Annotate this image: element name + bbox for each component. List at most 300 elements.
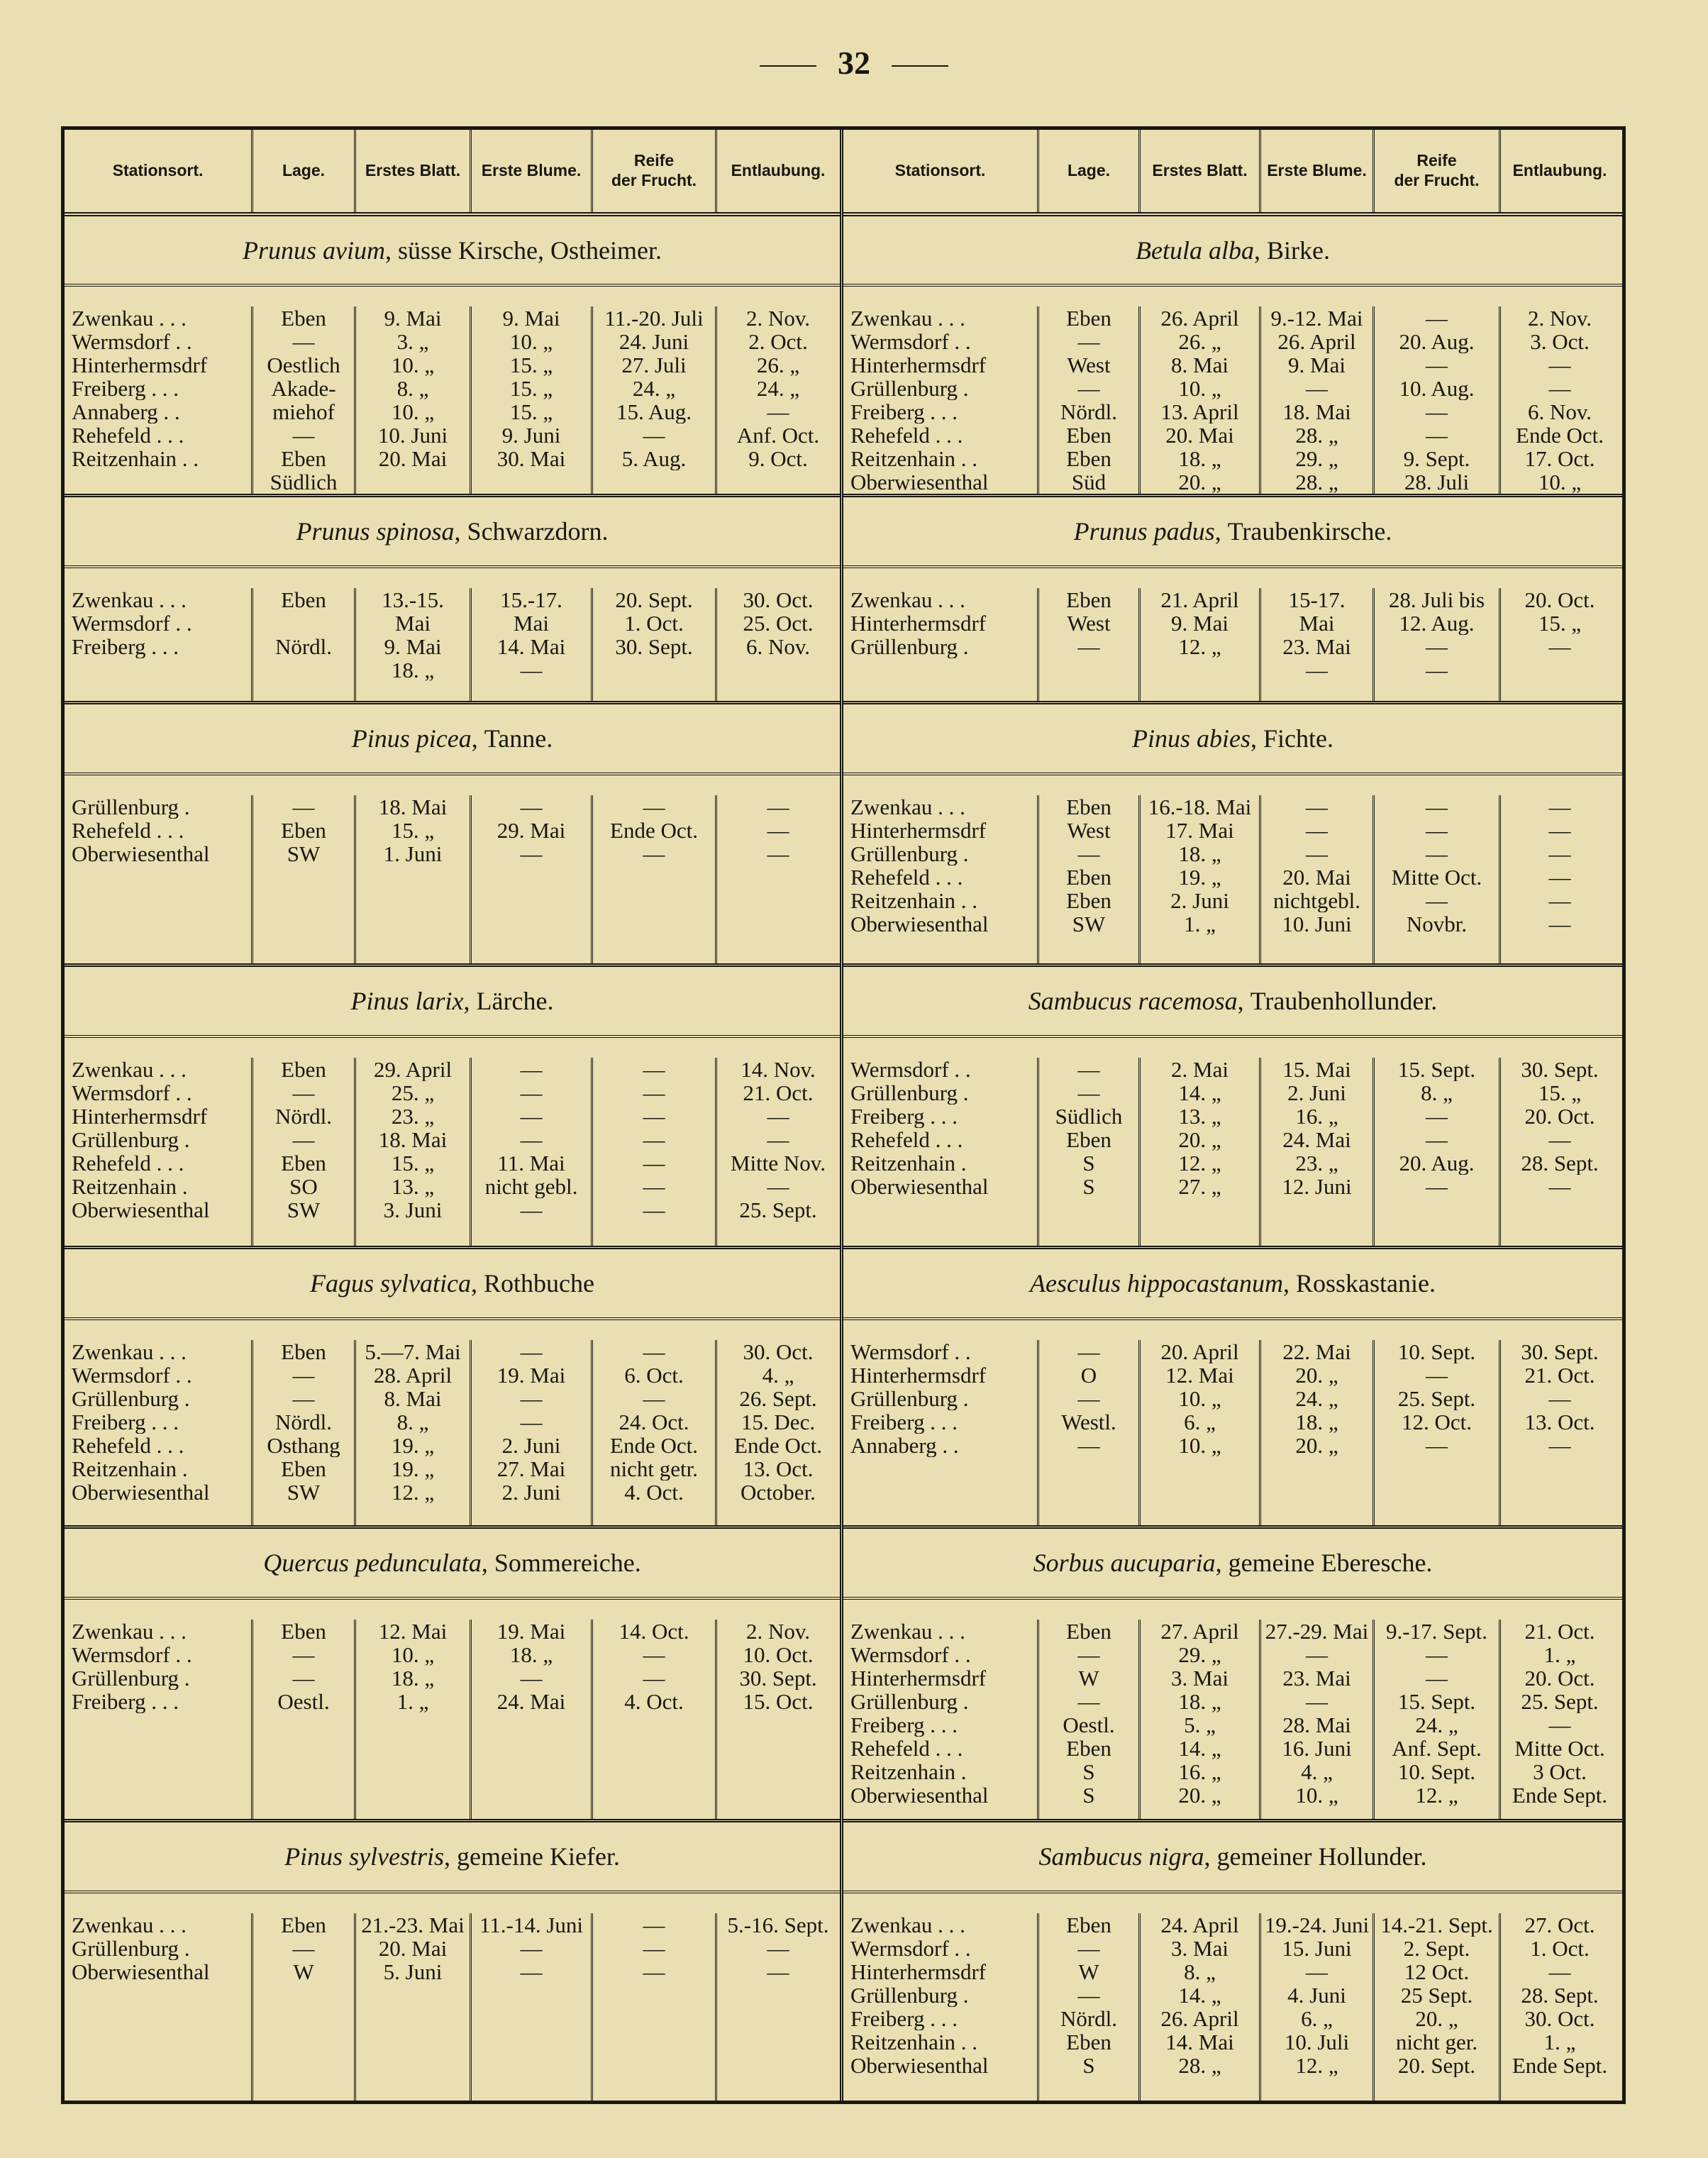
- cell-lage: Oestl.: [277, 1690, 330, 1713]
- cell-entlaubung: 10. „: [1538, 470, 1582, 494]
- cell-lage: Südlich: [270, 470, 338, 494]
- cell-lage: W: [1078, 1960, 1099, 1983]
- cell-erste-blume: 16. Juni: [1282, 1737, 1352, 1760]
- cell-erste-blume: —: [520, 795, 543, 819]
- cell-station: Rehefeld . . .: [72, 1434, 184, 1457]
- header-erste-blume: Erste Blume.: [1259, 130, 1372, 212]
- cell-erstes-blatt: 1. „: [1184, 912, 1216, 936]
- cell-erstes-blatt: 19. „: [391, 1457, 435, 1481]
- cell-reife: 27. Juli: [621, 353, 687, 377]
- cell-lage: Nördl.: [274, 1410, 333, 1434]
- cell-lage: Eben: [1066, 306, 1111, 330]
- column-erste-blume: [470, 1913, 591, 2101]
- cell-station: Hinterhermsdrf: [850, 612, 987, 635]
- cell-station: Freiberg . . .: [72, 1690, 179, 1713]
- cell-erstes-blatt: 13. „: [391, 1175, 435, 1198]
- cell-entlaubung: 21. Oct.: [1524, 1620, 1595, 1643]
- cell-erste-blume: 19. Mai: [497, 1363, 566, 1387]
- cell-erstes-blatt: 13.-15. Mai: [382, 588, 444, 635]
- species-title: [843, 967, 1622, 1038]
- cell-erste-blume: 9. Mai: [502, 306, 560, 330]
- cell-erstes-blatt: 12. Mai: [1165, 1363, 1234, 1387]
- species-common-name: gemeine Eberesche.: [1228, 1549, 1433, 1577]
- cell-erstes-blatt: 8. „: [396, 1410, 429, 1434]
- cell-erstes-blatt: 10. „: [1178, 1387, 1221, 1410]
- cell-reife: —: [1426, 1128, 1448, 1151]
- cell-erste-blume: 9.-12. Mai: [1270, 306, 1363, 330]
- cell-reife: —: [643, 1913, 665, 1937]
- cell-lage: —: [1077, 377, 1100, 400]
- cell-reife: 20. „: [1415, 2007, 1458, 2030]
- cell-erstes-blatt: 5. „: [1184, 1713, 1216, 1737]
- cell-entlaubung: Ende Sept.: [1512, 1783, 1608, 1807]
- cell-reife: 10. Sept.: [1397, 1340, 1476, 1363]
- cell-erste-blume: —: [1306, 1643, 1328, 1666]
- cell-erste-blume: 11. Mai: [497, 1151, 565, 1175]
- cell-station: Freiberg . . .: [72, 377, 179, 400]
- cell-lage: Eben: [281, 819, 326, 842]
- cell-entlaubung: 14. Nov.: [741, 1058, 816, 1081]
- cell-reife: 20. Aug.: [1399, 330, 1475, 353]
- cell-lage: SW: [287, 1481, 321, 1504]
- cell-reife: 28. Juli: [1404, 470, 1470, 494]
- cell-erstes-blatt: 6. „: [1184, 1410, 1216, 1434]
- cell-lage: Eben: [281, 588, 326, 612]
- cell-lage: —: [292, 424, 315, 447]
- species-common-name: süsse Kirsche, Ostheimer.: [398, 236, 662, 265]
- cell-reife: 6. Oct.: [624, 1363, 684, 1387]
- cell-lage: Eben: [281, 1340, 326, 1363]
- cell-station: Rehefeld . . .: [72, 424, 184, 447]
- column-reife: [591, 795, 715, 963]
- cell-station: Oberwiesenthal: [72, 842, 210, 865]
- column-erstes-blatt: [354, 588, 470, 701]
- cell-erste-blume: 28. Mai: [1282, 1713, 1351, 1737]
- cell-lage: Nördl.: [1060, 400, 1118, 424]
- cell-station: Zwenkau . . .: [72, 1058, 187, 1081]
- cell-reife: 9. Sept.: [1403, 447, 1470, 470]
- cell-lage: W: [293, 1960, 314, 1983]
- cell-lage: —: [1077, 1058, 1100, 1081]
- cell-reife: —: [1426, 1434, 1448, 1457]
- cell-erste-blume: 4. „: [1301, 1760, 1333, 1783]
- cell-lage: Oestl.: [1063, 1713, 1115, 1737]
- cell-reife: Novbr.: [1406, 912, 1468, 936]
- species-data: [843, 1320, 1622, 1525]
- cell-entlaubung: —: [1548, 635, 1571, 658]
- species-title: [65, 216, 840, 287]
- cell-station: Oberwiesenthal: [850, 912, 989, 936]
- cell-erstes-blatt: 20. Mai: [1165, 424, 1234, 447]
- cell-entlaubung: —: [1548, 1713, 1571, 1737]
- cell-lage: Südlich: [1055, 1105, 1123, 1128]
- column-station: [843, 795, 1037, 963]
- cell-erstes-blatt: 18. „: [1178, 842, 1221, 865]
- cell-lage: Westl.: [1061, 1410, 1116, 1434]
- right-header-row: [843, 130, 1622, 216]
- cell-entlaubung: 26. „: [756, 353, 800, 377]
- cell-station: Grüllenburg .: [72, 1387, 190, 1410]
- species-latin-name: Aesculus hippocastanum: [1030, 1269, 1283, 1297]
- cell-lage: West: [1067, 819, 1111, 842]
- cell-erstes-blatt: 1. „: [396, 1690, 429, 1713]
- cell-entlaubung: 30. Oct.: [1524, 2007, 1595, 2030]
- species-title: [843, 1249, 1622, 1320]
- cell-station: Freiberg . . .: [850, 400, 958, 424]
- cell-reife: 28. Juli bis 12. Aug.: [1388, 588, 1485, 635]
- cell-station: Reitzenhain . .: [72, 447, 199, 470]
- species-data: [843, 775, 1622, 963]
- cell-lage: Eben: [1066, 1913, 1111, 1937]
- species-block: [843, 497, 1622, 704]
- cell-erstes-blatt: 28. April: [373, 1363, 453, 1387]
- cell-erstes-blatt: 15. „: [391, 819, 435, 842]
- species-common-name: Lärche.: [476, 987, 554, 1015]
- cell-station: Zwenkau . . .: [72, 1340, 187, 1363]
- cell-reife: Mitte Oct.: [1391, 865, 1482, 889]
- header-reife: Reife der Frucht.: [1372, 130, 1499, 212]
- cell-erste-blume: 23. Mai: [1282, 635, 1351, 658]
- cell-station: Oberwiesenthal: [850, 1175, 989, 1198]
- cell-erste-blume: 15.-17. Mai: [500, 588, 562, 635]
- cell-entlaubung: —: [767, 400, 789, 424]
- cell-erstes-blatt: 19. „: [391, 1434, 435, 1457]
- column-station: [843, 1340, 1037, 1525]
- cell-station: Grüllenburg .: [72, 795, 190, 819]
- cell-reife: 10. Sept.: [1397, 1760, 1476, 1783]
- species-title: [843, 1822, 1622, 1893]
- species-latin-name: Sambucus nigra: [1038, 1842, 1204, 1871]
- column-lage: [251, 1340, 354, 1525]
- cell-reife: —: [1426, 635, 1448, 658]
- cell-entlaubung: —: [767, 1105, 789, 1128]
- cell-lage: Eben: [281, 1620, 326, 1643]
- species-latin-name: Sambucus racemosa: [1028, 987, 1238, 1015]
- cell-erstes-blatt: 2. Mai: [1171, 1058, 1229, 1081]
- cell-erste-blume: 11.-14. Juni: [479, 1913, 584, 1937]
- column-entlaubung: [715, 795, 839, 963]
- cell-erste-blume: 24. Mai: [497, 1690, 566, 1713]
- cell-erste-blume: —: [520, 1937, 543, 1960]
- cell-erstes-blatt: 29. „: [1178, 1643, 1221, 1666]
- cell-erstes-blatt: 10. Juni: [377, 424, 448, 447]
- species-common-name: Rothbuche: [483, 1269, 594, 1297]
- cell-reife: 20. Aug.: [1399, 1151, 1475, 1175]
- cell-erstes-blatt: 9. Mai: [384, 306, 442, 330]
- cell-entlaubung: 15. „: [1538, 1081, 1582, 1105]
- cell-station: Freiberg . . .: [850, 1713, 958, 1737]
- cell-reife: —: [643, 1175, 665, 1198]
- cell-erste-blume: —: [520, 658, 543, 682]
- cell-station: Reitzenhain . .: [850, 2030, 978, 2054]
- species-common-name: Sommereiche.: [494, 1549, 641, 1577]
- cell-station: Freiberg . . .: [850, 1105, 958, 1128]
- cell-lage: West: [1067, 353, 1111, 377]
- cell-reife: 25 Sept.: [1400, 1983, 1473, 2007]
- cell-erste-blume: —: [520, 1198, 543, 1222]
- cell-station: Zwenkau . . .: [850, 1913, 965, 1937]
- column-station: [65, 1340, 251, 1525]
- cell-station: Wermsdorf . .: [72, 1643, 192, 1666]
- cell-erste-blume: 29. „: [1295, 447, 1338, 470]
- cell-reife: —: [643, 842, 665, 865]
- cell-reife: 14. Oct.: [619, 1620, 689, 1643]
- cell-erste-blume: 2. Juni: [1287, 1081, 1346, 1105]
- species-separator: ,: [470, 1269, 484, 1297]
- cell-lage: —: [1077, 1643, 1100, 1666]
- column-reife: [1372, 306, 1499, 494]
- cell-erste-blume: 20. „: [1295, 1434, 1338, 1457]
- cell-station: Wermsdorf . .: [850, 1937, 971, 1960]
- column-reife: [591, 588, 715, 701]
- species-block: [65, 1529, 840, 1822]
- cell-reife: —: [643, 1666, 665, 1690]
- cell-station: Grüllenburg .: [850, 1081, 969, 1105]
- column-erstes-blatt: [1138, 306, 1259, 494]
- cell-entlaubung: 2. Oct.: [748, 330, 808, 353]
- cell-reife: —: [1426, 889, 1448, 912]
- species-separator: ,: [444, 1842, 458, 1871]
- cell-station: Rehefeld . . .: [850, 1737, 963, 1760]
- cell-entlaubung: —: [1548, 1960, 1571, 1983]
- cell-lage: —: [292, 1643, 315, 1666]
- species-title: [65, 1529, 840, 1600]
- column-lage: [1037, 1913, 1138, 2101]
- cell-erstes-blatt: 3. Mai: [1171, 1666, 1229, 1690]
- cell-erstes-blatt: 8. Mai: [384, 1387, 442, 1410]
- species-title: [843, 497, 1622, 568]
- column-entlaubung: [715, 306, 839, 494]
- cell-reife: —: [1426, 1363, 1448, 1387]
- column-erste-blume: [470, 588, 591, 701]
- cell-entlaubung: Mitte Nov.: [730, 1151, 826, 1175]
- column-entlaubung: [715, 1058, 839, 1246]
- cell-station: Grüllenburg .: [850, 1387, 969, 1410]
- cell-entlaubung: 25. Oct.: [743, 612, 814, 635]
- cell-erste-blume: 19. Mai: [497, 1620, 566, 1643]
- cell-station: Rehefeld . . .: [850, 1128, 963, 1151]
- column-erstes-blatt: [1138, 588, 1259, 701]
- cell-station: Freiberg . . .: [850, 2007, 958, 2030]
- cell-erste-blume: 14. Mai: [497, 635, 566, 658]
- species-latin-name: Sorbus aucuparia: [1033, 1549, 1216, 1577]
- cell-reife: 11.-20. Juli: [604, 306, 704, 330]
- header-lage: Lage.: [251, 130, 354, 212]
- cell-erste-blume: 20. Mai: [1282, 865, 1351, 889]
- cell-reife: 20. Sept.: [615, 588, 693, 612]
- cell-erstes-blatt: 25. „: [391, 1081, 435, 1105]
- cell-entlaubung: —: [1548, 842, 1571, 865]
- cell-entlaubung: 10. Oct.: [743, 1643, 814, 1666]
- cell-station: Reitzenhain . .: [850, 447, 978, 470]
- cell-lage: Eben: [1066, 588, 1111, 612]
- cell-entlaubung: 3. Oct.: [1530, 330, 1590, 353]
- column-erstes-blatt: [354, 1620, 470, 1819]
- column-erste-blume: [1259, 1913, 1372, 2101]
- species-block: [65, 1822, 840, 2101]
- cell-erstes-blatt: 20. April: [1160, 1340, 1239, 1363]
- cell-erste-blume: 6. „: [1301, 2007, 1333, 2030]
- cell-reife: 25. Sept.: [1397, 1387, 1476, 1410]
- cell-entlaubung: —: [1548, 1434, 1571, 1457]
- cell-lage: Akade- miehof: [271, 377, 336, 424]
- cell-erstes-blatt: 20. Mai: [378, 447, 448, 470]
- column-entlaubung: [1499, 306, 1619, 494]
- cell-erste-blume: 30. Mai: [497, 447, 566, 470]
- column-station: [65, 1913, 251, 2101]
- species-block: [843, 1822, 1622, 2101]
- cell-lage: West: [1067, 612, 1111, 635]
- column-station: [65, 1620, 251, 1819]
- cell-station: Annaberg . .: [850, 1434, 959, 1457]
- cell-reife: 24. „: [1415, 1713, 1458, 1737]
- species-separator: ,: [471, 724, 484, 753]
- cell-entlaubung: Mitte Oct.: [1514, 1737, 1605, 1760]
- cell-station: Rehefeld . . .: [850, 865, 963, 889]
- cell-station: Zwenkau . . .: [850, 306, 965, 330]
- cell-station: Rehefeld . . .: [72, 1151, 184, 1175]
- cell-reife: —: [1426, 842, 1448, 865]
- column-lage: [251, 1913, 354, 2101]
- cell-lage: —: [1077, 635, 1100, 658]
- column-reife: [591, 1340, 715, 1525]
- species-data: [843, 287, 1622, 494]
- column-reife: [591, 1913, 715, 2101]
- cell-erstes-blatt: 19. „: [1178, 865, 1221, 889]
- column-station: [843, 306, 1037, 494]
- cell-entlaubung: —: [767, 795, 789, 819]
- column-entlaubung: [715, 1340, 839, 1525]
- cell-erste-blume: —: [1306, 377, 1328, 400]
- cell-lage: —: [1077, 1983, 1100, 2007]
- cell-entlaubung: 21. Oct.: [743, 1081, 814, 1105]
- cell-erste-blume: 27. Mai: [497, 1457, 566, 1481]
- cell-station: Reitzenhain .: [72, 1175, 188, 1198]
- species-data: [65, 1600, 840, 1819]
- cell-lage: —: [292, 1666, 315, 1690]
- header-lage: Lage.: [1037, 130, 1138, 212]
- cell-station: Grüllenburg .: [72, 1128, 190, 1151]
- cell-erste-blume: 2. Juni: [501, 1434, 561, 1457]
- column-erstes-blatt: [354, 306, 470, 494]
- cell-erstes-blatt: 18. Mai: [378, 1128, 448, 1151]
- species-separator: ,: [1215, 1549, 1229, 1577]
- cell-reife: 24. Juni: [619, 330, 689, 353]
- cell-erstes-blatt: 10. „: [391, 400, 435, 424]
- column-lage: [1037, 1620, 1138, 1819]
- species-data: [843, 1038, 1622, 1246]
- cell-entlaubung: October.: [741, 1481, 816, 1504]
- species-block: [65, 1249, 840, 1529]
- cell-lage: SO: [289, 1175, 318, 1198]
- cell-entlaubung: 2. Nov.: [745, 1620, 811, 1643]
- cell-erste-blume: 15. „: [509, 353, 553, 377]
- column-erstes-blatt: [354, 1340, 470, 1525]
- cell-reife: —: [643, 1151, 665, 1175]
- cell-reife: 8. „: [1421, 1081, 1453, 1105]
- left-header-row: [65, 130, 840, 216]
- cell-erste-blume: —: [520, 1105, 543, 1128]
- cell-entlaubung: 30. Sept.: [1521, 1340, 1599, 1363]
- cell-station: Wermsdorf . .: [850, 330, 971, 353]
- header-reife: Reife der Frucht.: [591, 130, 715, 212]
- cell-entlaubung: —: [1548, 377, 1571, 400]
- column-erstes-blatt: [354, 1913, 470, 2101]
- cell-erstes-blatt: 1. Juni: [383, 842, 443, 865]
- species-title: [65, 497, 840, 568]
- column-entlaubung: [1499, 588, 1619, 701]
- species-data: [843, 568, 1622, 701]
- column-station: [65, 1058, 251, 1246]
- species-data: [65, 568, 840, 701]
- cell-entlaubung: 30. Oct.: [743, 1340, 814, 1363]
- cell-reife: 12. „: [1415, 1783, 1458, 1807]
- cell-entlaubung: 5.-16. Sept.: [727, 1913, 829, 1937]
- cell-lage: O: [1080, 1363, 1097, 1387]
- species-latin-name: Prunus padus: [1073, 517, 1215, 546]
- cell-lage: Osthang: [267, 1434, 340, 1457]
- column-erstes-blatt: [1138, 795, 1259, 963]
- cell-station: Wermsdorf . .: [850, 1340, 971, 1363]
- cell-lage: Eben: [281, 1151, 326, 1175]
- cell-entlaubung: 3 Oct.: [1533, 1760, 1587, 1783]
- cell-station: Hinterhermsdrf: [72, 353, 208, 377]
- cell-reife: 12. Oct.: [1401, 1410, 1472, 1434]
- cell-reife: —: [1426, 795, 1448, 819]
- cell-reife: Ende Oct.: [610, 1434, 698, 1457]
- cell-reife: 30. Sept.: [615, 635, 693, 658]
- cell-entlaubung: 20. Oct.: [1524, 1666, 1595, 1690]
- cell-lage: Eben: [1066, 1737, 1111, 1760]
- column-station: [65, 588, 251, 701]
- cell-erste-blume: 10. Juni: [1282, 912, 1352, 936]
- cell-erste-blume: nichtgebl.: [1272, 889, 1361, 912]
- species-data: [65, 1893, 840, 2101]
- cell-entlaubung: —: [1548, 795, 1571, 819]
- cell-station: Reitzenhain . .: [850, 889, 978, 912]
- cell-erstes-blatt: 18. „: [391, 658, 435, 682]
- cell-entlaubung: —: [1548, 865, 1571, 889]
- cell-erste-blume: 27.-29. Mai: [1265, 1620, 1369, 1643]
- cell-lage: Süd: [1071, 470, 1107, 494]
- cell-erste-blume: 18. „: [509, 1643, 553, 1666]
- species-block: [843, 1249, 1622, 1529]
- column-entlaubung: [1499, 1340, 1619, 1525]
- cell-station: Grüllenburg .: [850, 377, 969, 400]
- species-title: [65, 967, 840, 1038]
- cell-erstes-blatt: 10. „: [1178, 1434, 1221, 1457]
- cell-erste-blume: nicht gebl.: [484, 1175, 578, 1198]
- cell-erste-blume: —: [520, 1666, 543, 1690]
- cell-erstes-blatt: 10. „: [391, 1643, 435, 1666]
- cell-erste-blume: —: [520, 1410, 543, 1434]
- cell-lage: —: [292, 1081, 315, 1105]
- cell-reife: —: [643, 795, 665, 819]
- cell-entlaubung: Ende Oct.: [734, 1434, 822, 1457]
- cell-erste-blume: 22. Mai: [1282, 1340, 1351, 1363]
- cell-erstes-blatt: 20. „: [1178, 1128, 1221, 1151]
- cell-reife: 15. Aug.: [616, 400, 692, 424]
- cell-erstes-blatt: 21.-23. Mai: [361, 1913, 465, 1937]
- cell-erste-blume: 2. Juni: [501, 1481, 561, 1504]
- cell-entlaubung: 25. Sept.: [739, 1198, 817, 1222]
- cell-lage: Eben: [1066, 889, 1111, 912]
- cell-erste-blume: 18. „: [1295, 1410, 1338, 1434]
- column-reife: [1372, 1620, 1499, 1819]
- cell-entlaubung: —: [767, 1175, 789, 1198]
- column-erste-blume: [1259, 1620, 1372, 1819]
- cell-erstes-blatt: 10. „: [1178, 377, 1221, 400]
